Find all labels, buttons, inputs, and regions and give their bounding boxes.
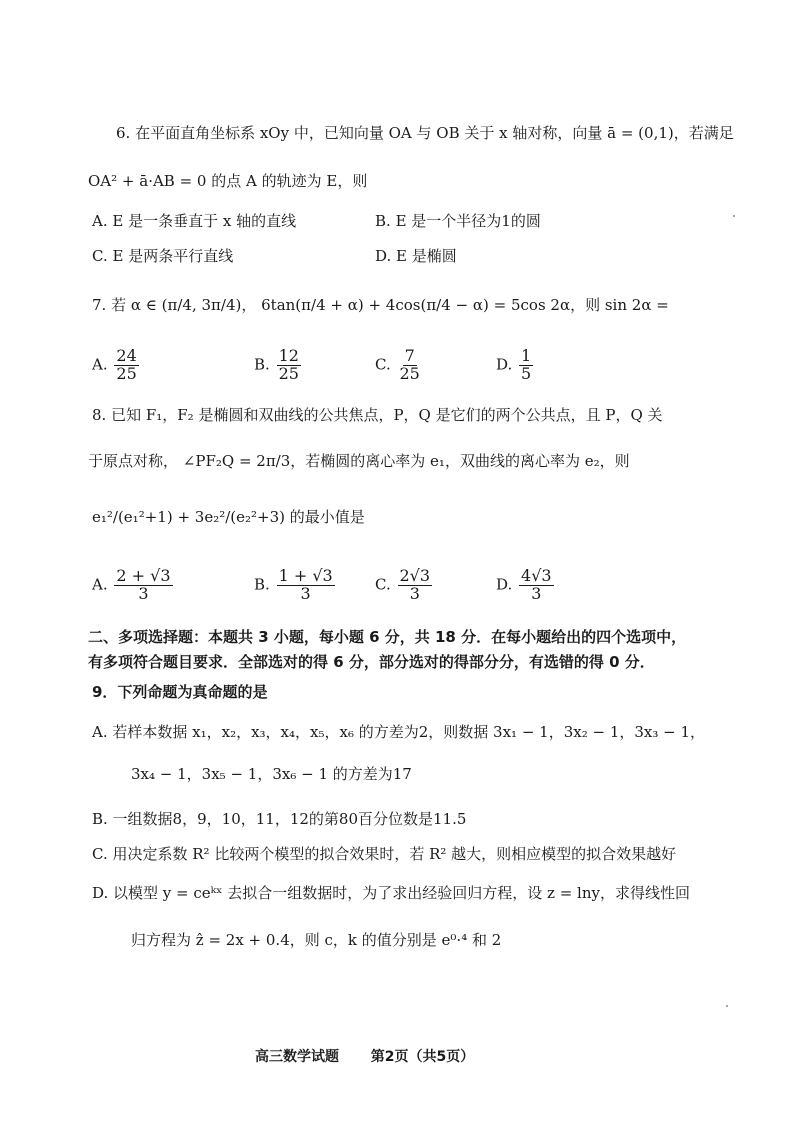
q9-option-d-line1[interactable]: D. 以模型 y = ceᵏˣ 去拟合一组数据时，为了求出经验回归方程，设 z = lny，求得线性回 — [92, 884, 690, 902]
footer-page-number: 第2页（共5页） — [370, 1049, 475, 1065]
option-numerator: 12 — [278, 346, 299, 365]
option-letter: C. — [375, 355, 391, 374]
option-letter: A. — [92, 355, 108, 374]
option-numerator: 2 + √3 — [116, 566, 171, 585]
q7-option-d[interactable] — [496, 348, 535, 383]
q8-line2-b: ，若椭圆的离心率为 e₁，双曲线的离心率为 e₂，则 — [290, 452, 630, 470]
q9-option-a-line1[interactable]: A. 若样本数据 x₁，x₂，x₃，x₄，x₅，x₆ 的方差为2，则数据 3x₁ − 1，3x₂ − 1，3x₃ − 1， — [92, 723, 706, 741]
q8-option-b[interactable] — [254, 568, 337, 603]
option-numerator: 24 — [116, 346, 137, 365]
section2-heading-line1: 二、多项选择题：本题共 3 小题，每小题 6 分，共 18 分．在每小题给出的四个选项中， — [88, 628, 687, 646]
q7-prefix: 7. 若 — [92, 296, 127, 314]
option-numerator: 1 + √3 — [278, 566, 333, 585]
q8-line1: 8. 已知 F₁，F₂ 是椭圆和双曲线的公共焦点，P，Q 是它们的两个公共点，且 P，Q 关 — [92, 406, 663, 424]
option-text: E 是两条平行直线 — [112, 247, 234, 265]
footer-title: 高三数学试题 — [255, 1049, 339, 1065]
option-letter: C. — [375, 575, 391, 594]
q6-option-d[interactable] — [375, 247, 457, 265]
option-text: E 是一条垂直于 x 轴的直线 — [112, 212, 297, 230]
option-denominator: 5 — [521, 363, 532, 383]
q6-option-b[interactable] — [375, 212, 541, 230]
q6-line1: 6. 在平面直角坐标系 xOy 中，已知向量 OA 与 OB 关于 x 轴对称，向量 ā = (0,1)，若满足 — [116, 124, 734, 142]
q8-line2-a: 于原点对称， — [88, 452, 179, 470]
option-denominator: 25 — [278, 363, 299, 383]
q8-line3 — [92, 508, 365, 526]
q9-option-d-line2[interactable]: 归方程为 ẑ = 2x + 0.4，则 c，k 的值分别是 e⁰·⁴ 和 2 — [131, 931, 502, 949]
q7-suffix: ，则 sin 2α = — [570, 296, 669, 314]
q7-option-a[interactable] — [92, 348, 141, 383]
q8-angle: ∠PF₂Q = 2π/3 — [182, 452, 291, 470]
option-letter: D. — [496, 575, 513, 594]
option-letter: A. — [92, 575, 108, 594]
option-numerator: 7 — [404, 346, 415, 365]
q9-stem: 9．下列命题为真命题的是 — [92, 683, 268, 701]
option-denominator: 3 — [531, 583, 542, 603]
option-text: E 是椭圆 — [396, 247, 457, 265]
option-letter: C. — [92, 247, 108, 265]
option-numerator: 1 — [521, 346, 532, 365]
q6-line2: OA² + ā·AB = 0 的点 A 的轨迹为 E，则 — [88, 172, 368, 190]
scan-speck — [733, 215, 735, 217]
q8-line2 — [88, 452, 630, 470]
page-footer — [255, 1049, 474, 1066]
option-denominator: 3 — [409, 583, 420, 603]
q7-option-b[interactable] — [254, 348, 303, 383]
option-letter: B. — [254, 355, 270, 374]
option-letter: B. — [254, 575, 270, 594]
option-letter: D. — [496, 355, 513, 374]
q8-expression: e₁²/(e₁²+1) + 3e₂²/(e₂²+3) — [92, 508, 286, 526]
q6-option-c[interactable] — [92, 247, 233, 265]
option-denominator: 3 — [138, 583, 149, 603]
q8-option-a[interactable] — [92, 568, 175, 603]
q9-option-b[interactable]: B. 一组数据8，9，10，11，12的第80百分位数是11.5 — [92, 810, 467, 828]
option-numerator: 2√3 — [399, 566, 431, 585]
q7-stem: 7. 若 α ∈ (π/4, 3π/4)， 6tan(π/4 + α) + 4cos(π/4 − α) = 5cos 2α，则 sin 2α = — [92, 296, 669, 314]
option-numerator: 4√3 — [521, 566, 552, 585]
scan-speck — [726, 1005, 728, 1007]
section2-heading-line2: 有多项符合题目要求．全部选对的得 6 分，部分选对的得部分分，有选错的得 0 分． — [88, 653, 655, 671]
q8-line3-b: 的最小值是 — [289, 508, 365, 526]
q7-equation: 6tan(π/4 + α) + 4cos(π/4 − α) = 5cos 2α — [261, 296, 571, 314]
option-denominator: 25 — [399, 363, 420, 383]
q8-option-c[interactable] — [375, 568, 434, 603]
q8-option-d[interactable] — [496, 568, 556, 603]
q9-option-c[interactable]: C. 用决定系数 R² 比较两个模型的拟合效果时，若 R² 越大，则相应模型的拟合效果越好 — [92, 845, 677, 863]
q7-alpha-set: α ∈ (π/4, 3π/4) — [130, 296, 242, 314]
option-letter: A. — [92, 212, 108, 230]
q7-option-c[interactable] — [375, 348, 424, 383]
q9-option-a-line2[interactable]: 3x₄ − 1，3x₅ − 1，3x₆ − 1 的方差为17 — [131, 765, 412, 783]
option-denominator: 3 — [300, 583, 311, 603]
q6-option-a[interactable] — [92, 212, 296, 230]
option-letter: D. — [375, 247, 392, 265]
option-letter: B. — [375, 212, 391, 230]
option-denominator: 25 — [116, 363, 137, 383]
option-text: E 是一个半径为1的圆 — [395, 212, 541, 230]
